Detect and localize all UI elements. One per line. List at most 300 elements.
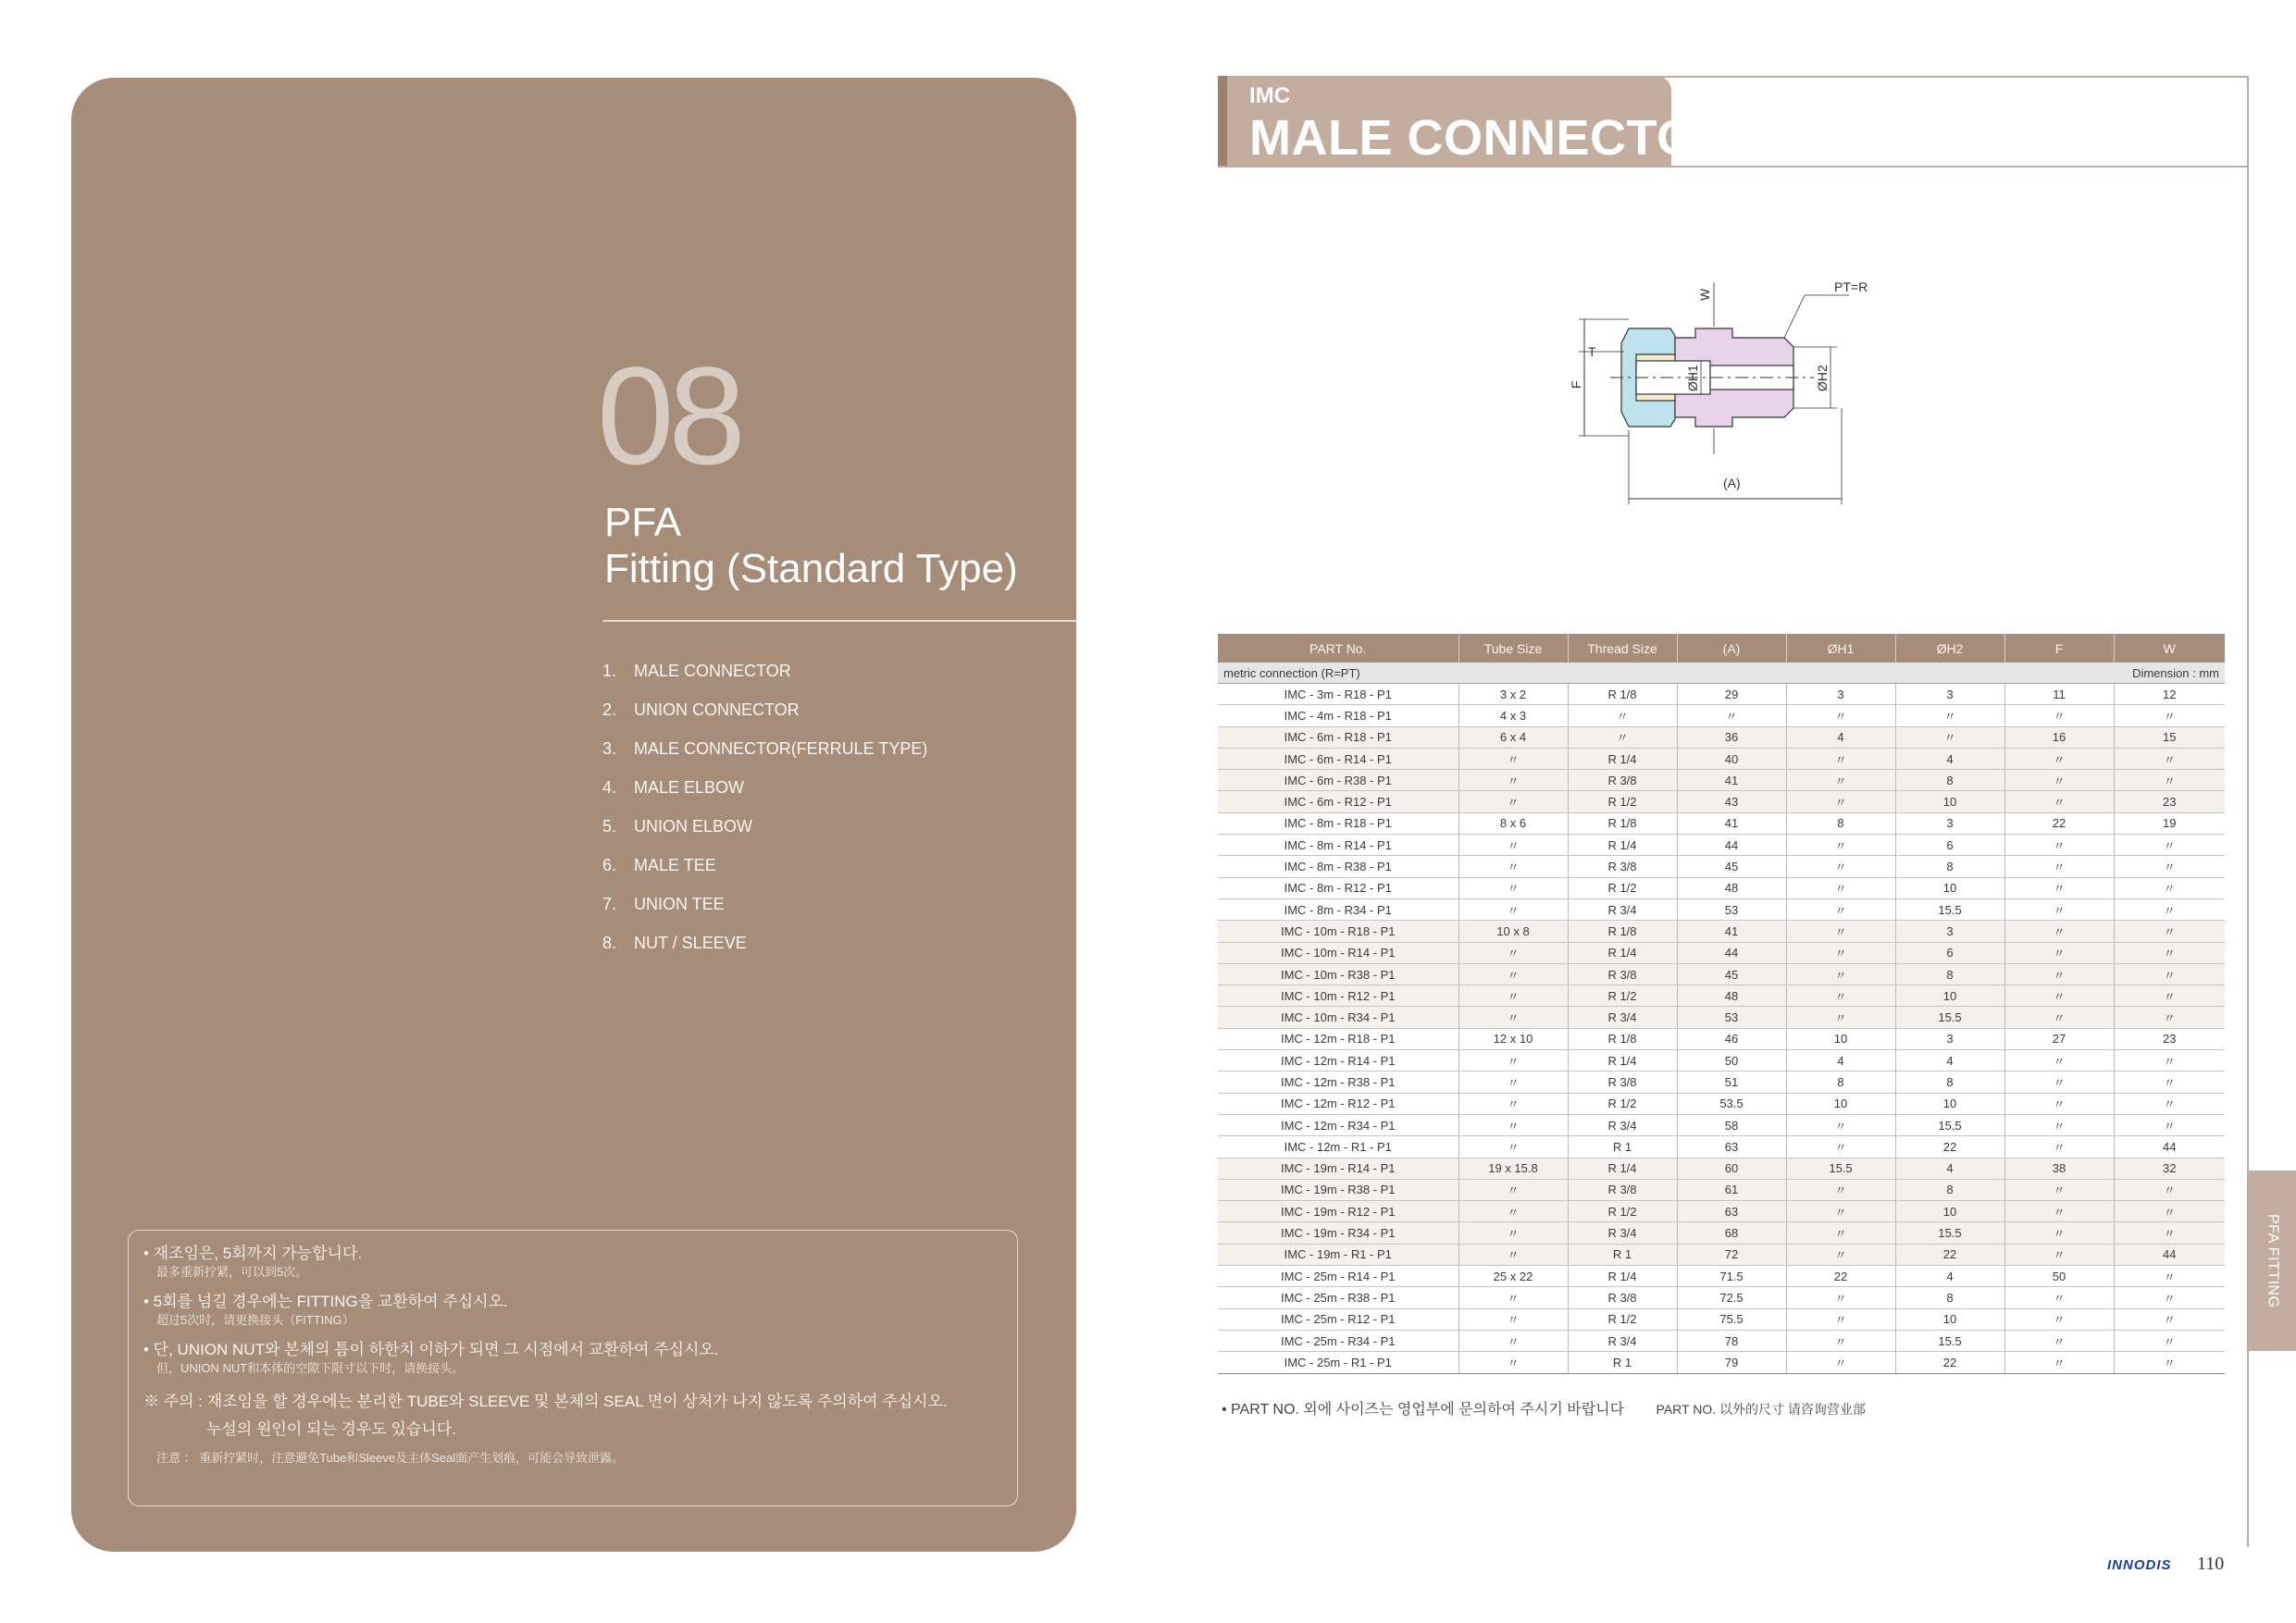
- table-cell: 3 x 2: [1458, 684, 1568, 705]
- table-body: [1218, 663, 2225, 1373]
- table-row: [1218, 812, 2225, 834]
- table-cell: 27: [2004, 1028, 2114, 1049]
- table-cell: R 1: [1568, 1244, 1677, 1265]
- table-cell: 75.5: [1677, 1308, 1786, 1330]
- table-cell: 〃: [2004, 921, 2114, 942]
- table-cell: 10: [1786, 1028, 1895, 1049]
- table-cell: IMC - 6m - R18 - P1: [1218, 726, 1458, 748]
- table-cell: 〃: [1458, 1244, 1568, 1265]
- table-cell: IMC - 8m - R34 - P1: [1218, 898, 1458, 920]
- toc-item-label: UNION ELBOW: [634, 816, 753, 836]
- table-cell: IMC - 8m - R14 - P1: [1218, 835, 1458, 856]
- table-row: [1218, 985, 2225, 1007]
- notice-box: [128, 1230, 1018, 1506]
- table-cell: IMC - 3m - R18 - P1: [1218, 684, 1458, 705]
- toc-item-label: UNION CONNECTOR: [634, 700, 800, 719]
- notice-cn: 超过5次时，请更换接头（FITTING）: [156, 1313, 354, 1327]
- table-cell: 4: [1895, 1158, 2004, 1179]
- table-cell: R 1/2: [1568, 1093, 1677, 1114]
- a-label: (A): [1723, 476, 1741, 490]
- table-cell: IMC - 19m - R14 - P1: [1218, 1158, 1458, 1179]
- footnote: [1222, 1397, 1866, 1419]
- toc-item-number: 3.: [602, 738, 617, 758]
- chapter-number: 08: [597, 338, 740, 493]
- toc-item-number: 5.: [602, 816, 617, 836]
- toc-item-number: 4.: [602, 777, 617, 797]
- title-tab-accent: [1218, 76, 1227, 166]
- table-cell: 15.5: [1895, 1222, 2004, 1244]
- table-cell: 〃: [1458, 1308, 1568, 1330]
- table-row: [1218, 1114, 2225, 1135]
- side-tab-label: PFA FITTING: [2265, 1213, 2281, 1308]
- table-cell: 〃: [2114, 963, 2225, 985]
- table-cell: 〃: [2004, 705, 2114, 726]
- table-cell: 〃: [1568, 726, 1677, 748]
- page-number: 110: [2197, 1554, 2225, 1574]
- f-label: F: [1569, 380, 1583, 389]
- table-cell: R 3/8: [1568, 770, 1677, 791]
- column-header: PART No.: [1218, 634, 1458, 663]
- table-cell: 53.5: [1677, 1093, 1786, 1114]
- table-cell: 8: [1786, 812, 1895, 834]
- table-row: [1218, 1222, 2225, 1244]
- table-row: [1218, 705, 2225, 726]
- toc-item-number: 2.: [602, 700, 617, 719]
- table-cell: 53: [1677, 898, 1786, 920]
- table-cell: 〃: [1458, 1007, 1568, 1028]
- table-cell: 48: [1677, 877, 1786, 898]
- table-cell: R 1/4: [1568, 748, 1677, 769]
- table-cell: 〃: [1458, 835, 1568, 856]
- table-cell: 〃: [1786, 1007, 1895, 1028]
- table-cell: 15.5: [1895, 1007, 2004, 1028]
- table-cell: IMC - 19m - R1 - P1: [1218, 1244, 1458, 1265]
- table-cell: 78: [1677, 1330, 1786, 1351]
- table-cell: 29: [1677, 684, 1786, 705]
- chapter-divider: [602, 620, 1076, 622]
- table-row: [1218, 1244, 2225, 1265]
- table-cell: 〃: [2004, 877, 2114, 898]
- table-cell: 〃: [1458, 1222, 1568, 1244]
- table-row: [1218, 963, 2225, 985]
- table-cell: 〃: [2114, 1330, 2225, 1351]
- table-cell: 〃: [2004, 1093, 2114, 1114]
- table-cell: 〃: [2114, 1308, 2225, 1330]
- table-cell: 〃: [2114, 1114, 2225, 1135]
- table-cell: 〃: [2114, 1287, 2225, 1308]
- table-cell: IMC - 10m - R18 - P1: [1218, 921, 1458, 942]
- chapter-title-line1: PFA: [604, 500, 682, 545]
- brand-logo: INNODIS: [2107, 1557, 2172, 1573]
- table-cell: IMC - 12m - R12 - P1: [1218, 1093, 1458, 1114]
- chapter-title-line2: Fitting (Standard Type): [604, 546, 1018, 591]
- table-cell: IMC - 8m - R12 - P1: [1218, 877, 1458, 898]
- caution-line-2: 누설의 원인이 되는 경우도 있습니다.: [206, 1420, 456, 1438]
- table-cell: 〃: [1786, 856, 1895, 877]
- toc-item[interactable]: [602, 885, 927, 923]
- pt-label: PT=R: [1834, 279, 1868, 294]
- table-cell: 〃: [1458, 856, 1568, 877]
- table-cell: 〃: [1458, 898, 1568, 920]
- table-cell: 〃: [1568, 705, 1677, 726]
- table-cell: 〃: [1786, 748, 1895, 769]
- table-cell: IMC - 12m - R18 - P1: [1218, 1028, 1458, 1049]
- table-cell: 8: [1895, 1179, 2004, 1200]
- table-row: [1218, 1093, 2225, 1114]
- table-cell: 22: [1895, 1244, 2004, 1265]
- table-cell: 8: [1895, 856, 2004, 877]
- table-cell: 〃: [2114, 877, 2225, 898]
- toc-item-label: UNION TEE: [634, 894, 725, 913]
- column-header: ØH2: [1895, 634, 2004, 663]
- table-cell: 〃: [1786, 1287, 1895, 1308]
- table-cell: 11: [2004, 684, 2114, 705]
- table-cell: 58: [1677, 1114, 1786, 1135]
- table-row: [1218, 1330, 2225, 1351]
- table-cell: 〃: [2004, 1136, 2114, 1158]
- table-cell: R 1/2: [1568, 985, 1677, 1007]
- table-cell: 10: [1786, 1093, 1895, 1114]
- table-cell: 8 x 6: [1458, 812, 1568, 834]
- table-cell: 〃: [2114, 1093, 2225, 1114]
- table-cell: IMC - 12m - R1 - P1: [1218, 1136, 1458, 1158]
- table-cell: 45: [1677, 963, 1786, 985]
- table-cell: 53: [1677, 1007, 1786, 1028]
- table-cell: 〃: [2114, 705, 2225, 726]
- table-cell: 36: [1677, 726, 1786, 748]
- table-cell: 50: [2004, 1266, 2114, 1287]
- caution-line-1: ※ 주의 : 재조임을 할 경우에는 분리한 TUBE와 SLEEVE 및 본체의 SEAL 면이 상처가 나지 않도록 주의하여 주십시오.: [143, 1393, 948, 1410]
- table-cell: 〃: [2004, 963, 2114, 985]
- table-cell: 25 x 22: [1458, 1266, 1568, 1287]
- table-cell: 38: [2004, 1158, 2114, 1179]
- table-header-row: [1218, 634, 2225, 663]
- table-cell: 〃: [1458, 770, 1568, 791]
- table-cell: 〃: [1458, 877, 1568, 898]
- table-cell: 〃: [2114, 1050, 2225, 1072]
- table-cell: 4: [1786, 726, 1895, 748]
- table-cell: 〃: [2004, 1244, 2114, 1265]
- table-row: [1218, 791, 2225, 812]
- table-cell: R 1/4: [1568, 1266, 1677, 1287]
- table-cell: 〃: [2004, 1007, 2114, 1028]
- product-title: MALE CONNECTOR: [1249, 110, 1733, 166]
- table-cell: 〃: [2004, 1179, 2114, 1200]
- table-row: [1218, 1072, 2225, 1093]
- table-cell: 〃: [1786, 1222, 1895, 1244]
- toc-item-label: MALE CONNECTOR: [634, 661, 791, 680]
- table-row: [1218, 726, 2225, 748]
- table-cell: R 3/8: [1568, 1287, 1677, 1308]
- table-row: [1218, 1136, 2225, 1158]
- table-cell: R 1: [1568, 1136, 1677, 1158]
- table-cell: 〃: [2004, 1330, 2114, 1351]
- table-cell: 〃: [1786, 1201, 1895, 1222]
- column-header: F: [2004, 634, 2114, 663]
- table-cell: 44: [1677, 835, 1786, 856]
- table-cell: 〃: [1786, 942, 1895, 963]
- table-cell: 〃: [1786, 705, 1895, 726]
- table-cell: 〃: [2004, 856, 2114, 877]
- table-cell: 〃: [2004, 1072, 2114, 1093]
- notice-cn: 但，UNION NUT和本体的空隙下限寸以下时，请换接头。: [156, 1361, 465, 1375]
- table-cell: R 1/4: [1568, 1158, 1677, 1179]
- toc-item-label: MALE ELBOW: [634, 777, 745, 797]
- table-cell: 3: [1895, 812, 2004, 834]
- table-cell: 〃: [2004, 1201, 2114, 1222]
- table-cell: IMC - 8m - R38 - P1: [1218, 856, 1458, 877]
- table-cell: IMC - 10m - R38 - P1: [1218, 963, 1458, 985]
- table-cell: 22: [2004, 812, 2114, 834]
- table-cell: 3: [1786, 684, 1895, 705]
- table-cell: 〃: [1786, 1352, 1895, 1373]
- table-cell: 〃: [1458, 942, 1568, 963]
- table-cell: R 1/4: [1568, 1050, 1677, 1072]
- footnote-cn: PART NO. 以外的尺寸 请咨询营业部: [1656, 1402, 1866, 1417]
- table-row: [1218, 898, 2225, 920]
- table-cell: R 1/4: [1568, 835, 1677, 856]
- table-cell: 〃: [1895, 726, 2004, 748]
- table-row: [1218, 1308, 2225, 1330]
- table-cell: R 1/8: [1568, 921, 1677, 942]
- table-cell: IMC - 6m - R38 - P1: [1218, 770, 1458, 791]
- table-cell: IMC - 12m - R14 - P1: [1218, 1050, 1458, 1072]
- toc-item-label: MALE TEE: [634, 855, 716, 874]
- column-header: Tube Size: [1458, 634, 1568, 663]
- male-connector-drawing: [1536, 273, 1869, 514]
- table-cell: 45: [1677, 856, 1786, 877]
- toc-item-number: 1.: [602, 661, 617, 680]
- table-cell: 4: [1786, 1050, 1895, 1072]
- table-cell: 8: [1895, 770, 2004, 791]
- table-cell: 〃: [1786, 877, 1895, 898]
- table-cell: 〃: [1458, 748, 1568, 769]
- table-cell: 32: [2114, 1158, 2225, 1179]
- table-cell: IMC - 10m - R14 - P1: [1218, 942, 1458, 963]
- table-cell: 22: [1895, 1136, 2004, 1158]
- table-cell: IMC - 19m - R38 - P1: [1218, 1179, 1458, 1200]
- toc-item-label: MALE CONNECTOR(FERRULE TYPE): [634, 738, 928, 758]
- table-cell: 〃: [1786, 1136, 1895, 1158]
- table-cell: 〃: [1458, 1114, 1568, 1135]
- table-cell: 〃: [2004, 1287, 2114, 1308]
- table-cell: 〃: [2114, 1222, 2225, 1244]
- table-cell: 〃: [2114, 985, 2225, 1007]
- table-cell: R 1/2: [1568, 791, 1677, 812]
- table-cell: 〃: [2114, 1266, 2225, 1287]
- toc-item[interactable]: [602, 807, 927, 846]
- table-cell: 19: [2114, 812, 2225, 834]
- chapter-panel: [71, 78, 1076, 1552]
- table-cell: 4: [1895, 748, 2004, 769]
- table-cell: 〃: [2004, 1352, 2114, 1373]
- table-cell: 〃: [2114, 921, 2225, 942]
- table-cell: 15.5: [1786, 1158, 1895, 1179]
- toc-item-label: NUT / SLEEVE: [634, 933, 747, 952]
- table-row: [1218, 1158, 2225, 1179]
- table-cell: 63: [1677, 1201, 1786, 1222]
- table-cell: IMC - 25m - R12 - P1: [1218, 1308, 1458, 1330]
- table-cell: 〃: [1786, 1244, 1895, 1265]
- table-cell: IMC - 8m - R18 - P1: [1218, 812, 1458, 834]
- table-cell: IMC - 10m - R34 - P1: [1218, 1007, 1458, 1028]
- table-cell: 〃: [2114, 1072, 2225, 1093]
- table-cell: 〃: [1458, 1050, 1568, 1072]
- table-cell: 〃: [2114, 1201, 2225, 1222]
- table-cell: 〃: [1895, 705, 2004, 726]
- connection-type-label: metric connection (R=PT): [1223, 665, 1360, 680]
- toc-item[interactable]: [602, 729, 927, 768]
- table-cell: 〃: [1458, 1093, 1568, 1114]
- table-cell: 50: [1677, 1050, 1786, 1072]
- table-cell: 〃: [2114, 1352, 2225, 1373]
- w-label: W: [1697, 288, 1712, 301]
- table-cell: 〃: [1458, 1287, 1568, 1308]
- table-cell: 3: [1895, 1028, 2004, 1049]
- table-cell: 〃: [2114, 856, 2225, 877]
- toc-item-number: 6.: [602, 855, 617, 874]
- toc-item[interactable]: [602, 846, 927, 885]
- toc-item[interactable]: [602, 923, 927, 962]
- table-cell: 〃: [1786, 835, 1895, 856]
- table-cell: 〃: [2004, 942, 2114, 963]
- table-cell: 〃: [1786, 1114, 1895, 1135]
- column-header: (A): [1677, 634, 1786, 663]
- table-cell: 〃: [2004, 898, 2114, 920]
- table-cell: 71.5: [1677, 1266, 1786, 1287]
- table-cell: R 3/4: [1568, 1114, 1677, 1135]
- table-cell: 8: [1895, 963, 2004, 985]
- table-cell: 46: [1677, 1028, 1786, 1049]
- toc-item[interactable]: [602, 768, 927, 807]
- table-cell: 68: [1677, 1222, 1786, 1244]
- table-row: [1218, 770, 2225, 791]
- table-cell: 〃: [2114, 942, 2225, 963]
- table-row: [1218, 1287, 2225, 1308]
- table-cell: 44: [2114, 1244, 2225, 1265]
- table-cell: 10: [1895, 877, 2004, 898]
- table-cell: 〃: [1786, 770, 1895, 791]
- table-cell: 15: [2114, 726, 2225, 748]
- column-header: ØH1: [1786, 634, 1895, 663]
- table-row: [1218, 684, 2225, 705]
- table-cell: 〃: [2004, 770, 2114, 791]
- table-cell: 10: [1895, 1201, 2004, 1222]
- table-cell: 10: [1895, 1093, 2004, 1114]
- table-cell: 〃: [1458, 1352, 1568, 1373]
- table-row: [1218, 1266, 2225, 1287]
- table-cell: 41: [1677, 921, 1786, 942]
- table-cell: 10: [1895, 791, 2004, 812]
- table-cell: 23: [2114, 1028, 2225, 1049]
- table-row: [1218, 856, 2225, 877]
- table-row: [1218, 1007, 2225, 1028]
- table-cell: 15.5: [1895, 898, 2004, 920]
- column-header: W: [2114, 634, 2225, 663]
- table-cell: R 3/8: [1568, 1072, 1677, 1093]
- table-row: [1218, 1028, 2225, 1049]
- table-cell: 〃: [1458, 1201, 1568, 1222]
- table-row: [1218, 1050, 2225, 1072]
- toc-item[interactable]: [602, 690, 927, 729]
- table-cell: 〃: [1677, 705, 1786, 726]
- table-row: [1218, 877, 2225, 898]
- table-cell: 〃: [2114, 770, 2225, 791]
- table-row: [1218, 748, 2225, 769]
- table-cell: R 3/4: [1568, 1330, 1677, 1351]
- table-cell: 51: [1677, 1072, 1786, 1093]
- table-cell: R 1/2: [1568, 877, 1677, 898]
- table-of-contents: [602, 651, 927, 962]
- table-cell: 〃: [1786, 963, 1895, 985]
- table-cell: 〃: [2114, 1007, 2225, 1028]
- table-cell: 10 x 8: [1458, 921, 1568, 942]
- section-side-tab[interactable]: [2249, 1171, 2296, 1351]
- table-cell: 〃: [1458, 963, 1568, 985]
- product-code: IMC: [1249, 83, 1290, 108]
- table-cell: 23: [2114, 791, 2225, 812]
- table-cell: 48: [1677, 985, 1786, 1007]
- h1-label: ØH1: [1685, 365, 1700, 391]
- table-cell: R 1/8: [1568, 1028, 1677, 1049]
- notice-list: [143, 1244, 1002, 1377]
- table-cell: IMC - 25m - R38 - P1: [1218, 1287, 1458, 1308]
- table-cell: 22: [1786, 1266, 1895, 1287]
- table-cell: IMC - 4m - R18 - P1: [1218, 705, 1458, 726]
- table-cell: 6 x 4: [1458, 726, 1568, 748]
- table-cell: R 1: [1568, 1352, 1677, 1373]
- table-cell: 40: [1677, 748, 1786, 769]
- table-cell: IMC - 6m - R12 - P1: [1218, 791, 1458, 812]
- table-cell: 6: [1895, 835, 2004, 856]
- dimension-table: [1218, 634, 2225, 1374]
- table-cell: 8: [1895, 1072, 2004, 1093]
- notice-cn: 最多重新拧紧，可以到5次。: [156, 1265, 308, 1279]
- table-cell: R 1/2: [1568, 1201, 1677, 1222]
- table-cell: R 3/8: [1568, 963, 1677, 985]
- table-cell: IMC - 19m - R34 - P1: [1218, 1222, 1458, 1244]
- table-cell: 15.5: [1895, 1330, 2004, 1351]
- h2-label: ØH2: [1815, 365, 1830, 391]
- table-cell: 72: [1677, 1244, 1786, 1265]
- table-cell: 10: [1895, 1308, 2004, 1330]
- table-cell: IMC - 19m - R12 - P1: [1218, 1201, 1458, 1222]
- dimension-unit-label: Dimension : mm: [2132, 665, 2219, 680]
- t-label: T: [1588, 344, 1596, 359]
- table-cell: 41: [1677, 812, 1786, 834]
- table-cell: 〃: [1458, 985, 1568, 1007]
- table-row: [1218, 1179, 2225, 1200]
- table-cell: 〃: [2004, 748, 2114, 769]
- table-row: [1218, 835, 2225, 856]
- table-cell: 〃: [1786, 921, 1895, 942]
- table-cell: IMC - 25m - R14 - P1: [1218, 1266, 1458, 1287]
- table-cell: R 3/8: [1568, 1179, 1677, 1200]
- table-cell: IMC - 12m - R34 - P1: [1218, 1114, 1458, 1135]
- toc-item[interactable]: [602, 651, 927, 690]
- table-cell: 22: [1895, 1352, 2004, 1373]
- table-cell: 〃: [2004, 1114, 2114, 1135]
- table-cell: 4: [1895, 1050, 2004, 1072]
- table-cell: 〃: [1786, 985, 1895, 1007]
- table-subheader: [1218, 663, 2225, 684]
- table-cell: 15.5: [1895, 1114, 2004, 1135]
- notice-ko: • 5회를 넘길 경우에는 FITTING을 교환하여 주십시오.: [143, 1293, 508, 1310]
- table-cell: 4: [1895, 1266, 2004, 1287]
- table-cell: 〃: [1458, 1136, 1568, 1158]
- table-cell: IMC - 25m - R34 - P1: [1218, 1330, 1458, 1351]
- table-cell: 〃: [2004, 985, 2114, 1007]
